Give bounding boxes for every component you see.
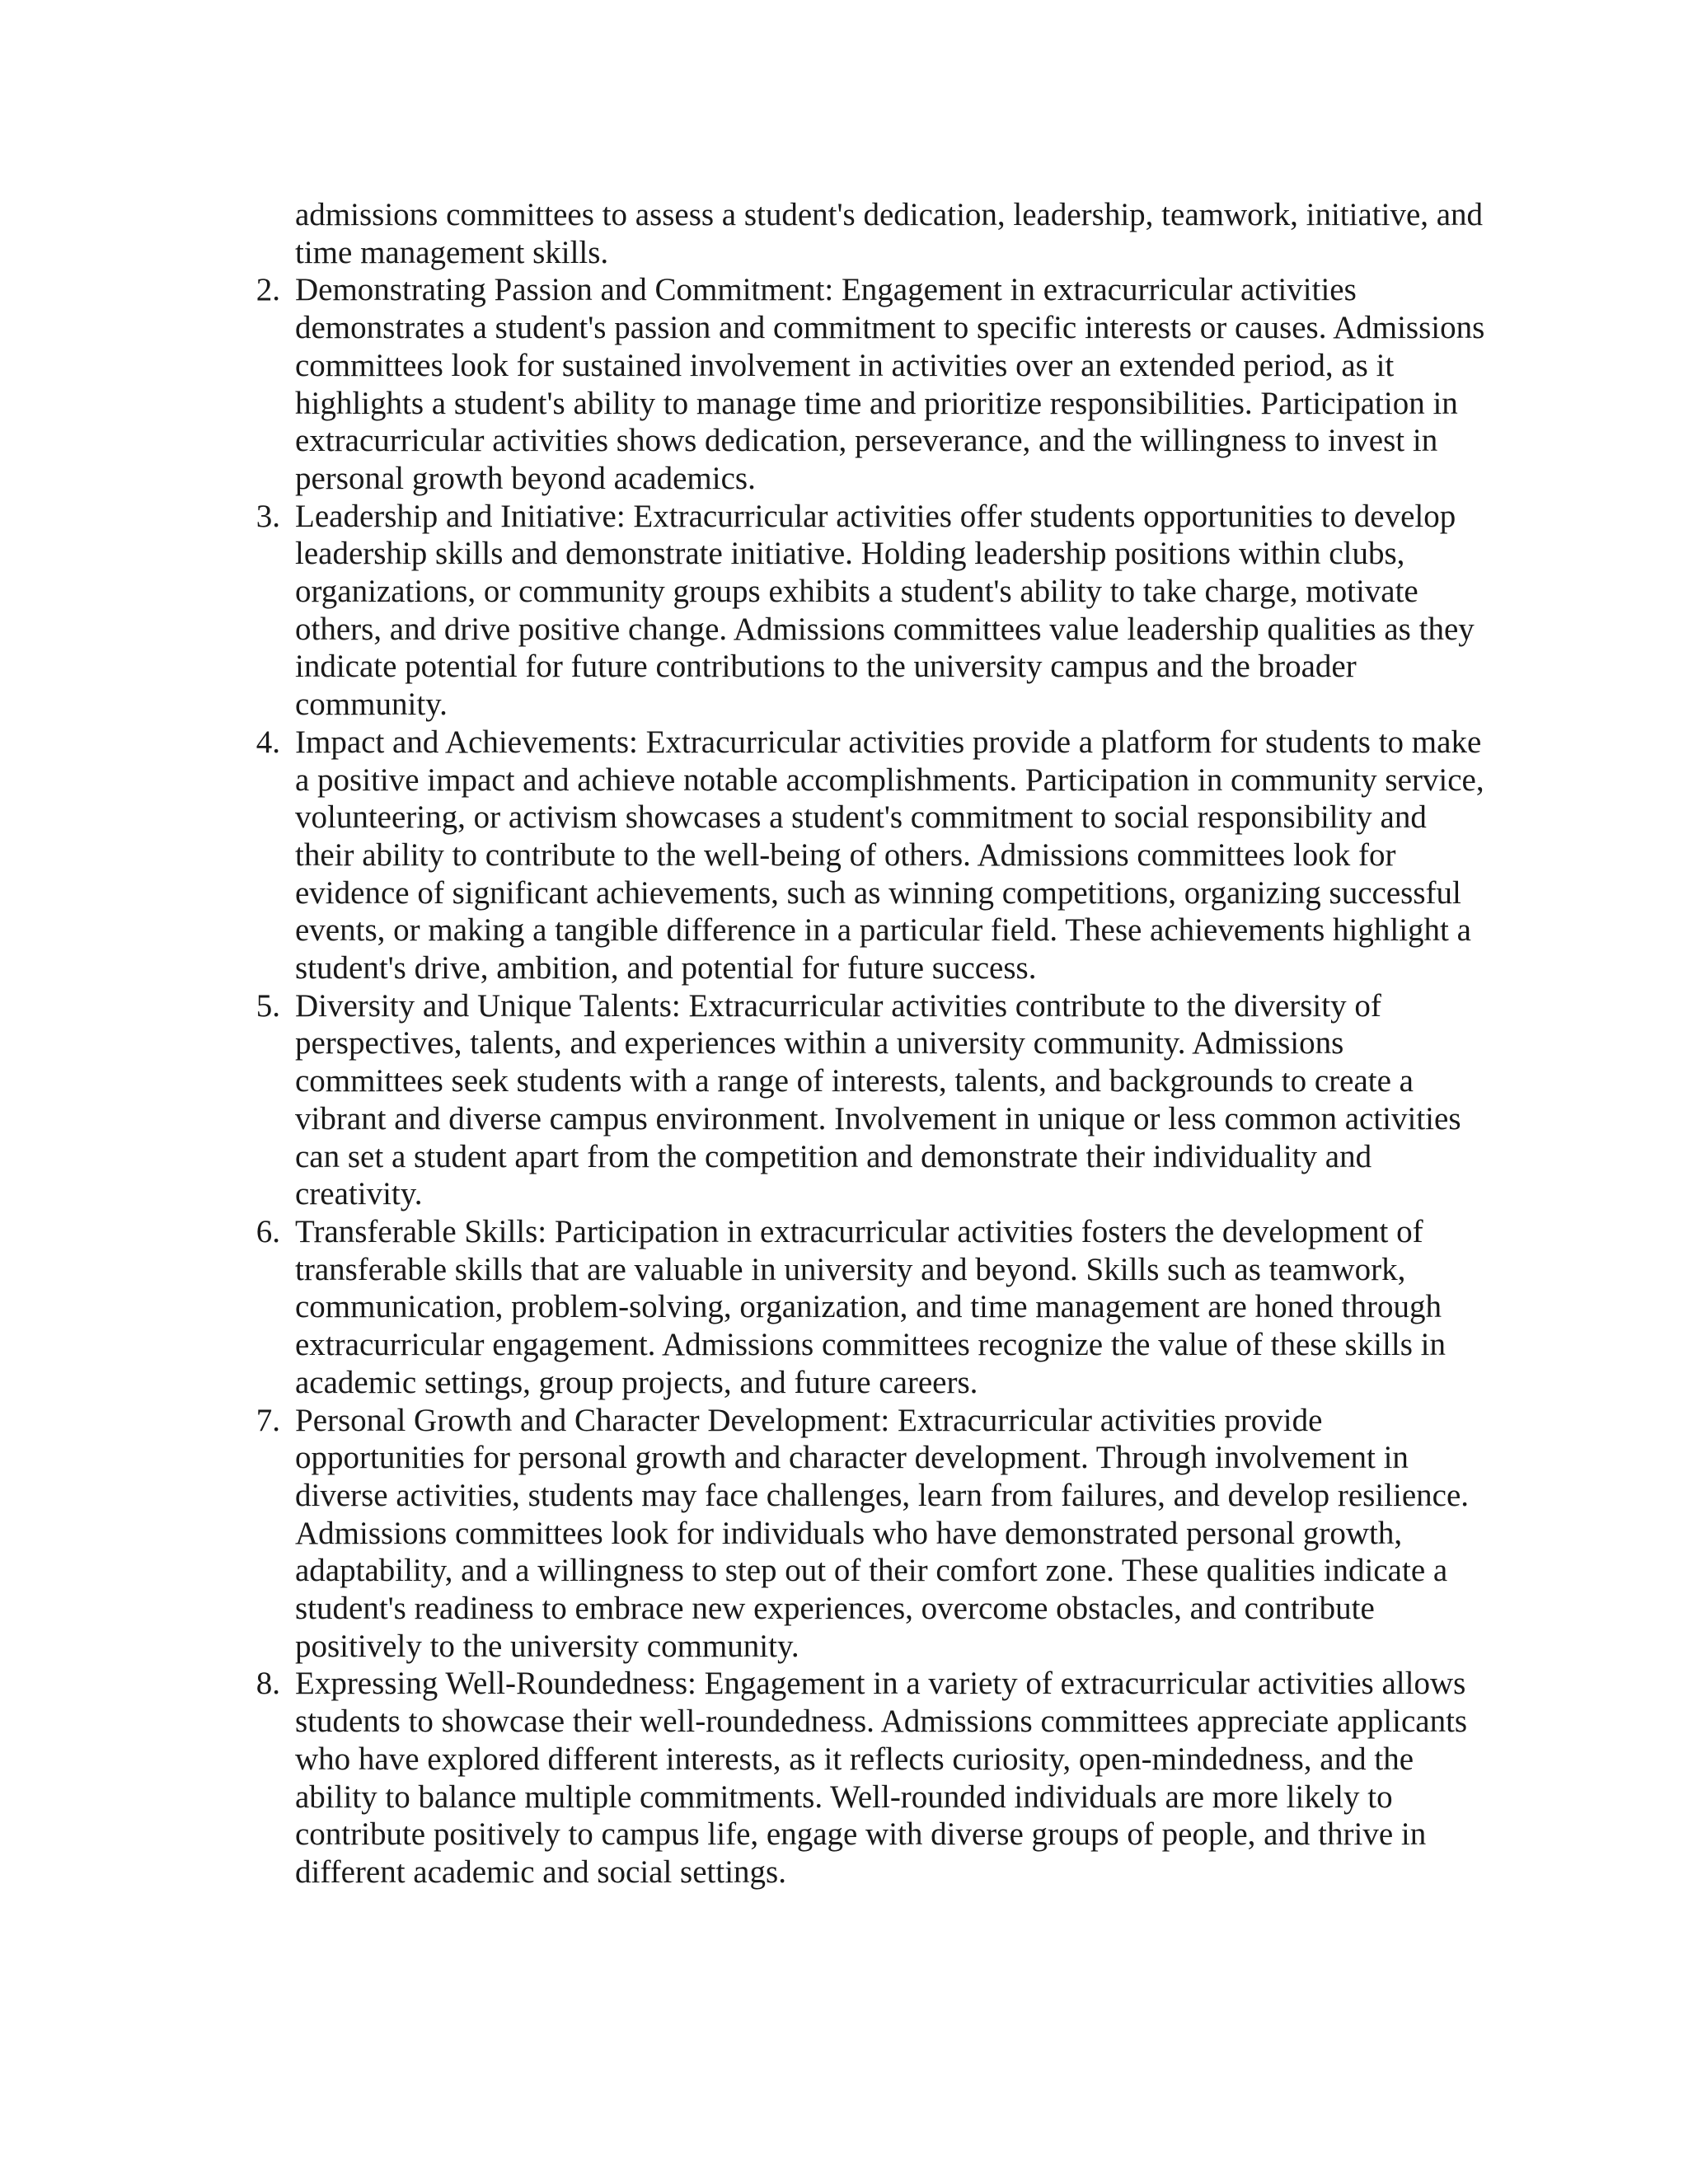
list-item-text: Expressing Well-Roundedness: Engagement in a variety of extracurricular activities allows students to showcase their well-roundedness. Admissions committees appreciate applicants who have explored different interests, as it reflects curiosity, open-mindedness, and the ability to balance multiple commitments. Well-rounded individuals are more likely to contribute positively to campus life, engage with diverse groups of people, and thrive in different academic and social settings. [295,1666,1468,1890]
list-item-number: 8. [256,1666,280,1702]
list-item-number: 6. [256,1213,280,1249]
numbered-list [241,196,1493,1891]
list-item-text: Leadership and Initiative: Extracurricular activities offer students opportunities to develop leadership skills and demonstrate initiative. Holding leadership positions within clubs, organizations, or community groups exhibits a student's ability to take charge, motivate others, and drive positive change. Admissions committees value leadership qualities as they indicate potential for future contributions to the university campus and the broader community. [295,498,1475,723]
list-item-8 [241,1665,1493,1891]
list-item-3 [241,498,1493,724]
list-item-text: Personal Growth and Character Development: Extracurricular activities provide opportunities for personal growth and character development. Through involvement in diverse activities, students may face challenges, learn from failures, and develop resilience. Admissions committees look for individuals who have demonstrated personal growth, adaptability, and a willingness to step out of their comfort zone. These qualities indicate a student's readiness to embrace new experiences, overcome obstacles, and contribute positively to the university community. [295,1402,1470,1664]
list-item-4 [241,724,1493,987]
list-item-6 [241,1213,1493,1402]
list-item-number: 3. [256,498,280,534]
list-item-continuation [241,196,1493,271]
list-item-number: 4. [256,724,280,760]
list-item-number: 5. [256,987,280,1024]
list-item-text: Impact and Achievements: Extracurricular activities provide a platform for students to make a positive impact and achieve notable accomplishments. Participation in community service, volunteering, or activism showcases a student's commitment to social responsibility and their ability to contribute to the well-being of others. Admissions committees look for evidence of significant achievements, such as winning competitions, organizing successful events, or making a tangible difference in a particular field. These achievements highlight a student's drive, ambition, and potential for future success. [295,724,1484,987]
list-item-text: admissions committees to assess a student's dedication, leadership, teamwork, initiative, and time management skills. [295,197,1484,270]
list-item-text: Transferable Skills: Participation in extracurricular activities fosters the development of transferable skills that are valuable in university and beyond. Skills such as teamwork, communication, problem-solving, organization, and time management are honed through extracurricular engagement. Admissions committees recognize the value of these skills in academic settings, group projects, and future careers. [295,1213,1446,1400]
list-item-7 [241,1402,1493,1666]
list-item-2 [241,271,1493,497]
list-item-text: Demonstrating Passion and Commitment: Engagement in extracurricular activities demonstrates a student's passion and commitment to specific interests or causes. Admissions committees look for sustained involvement in activities over an extended period, as it highlights a student's ability to manage time and prioritize responsibilities. Participation in extracurricular activities shows dedication, perseverance, and the willingness to invest in personal growth beyond academics. [295,272,1485,496]
list-item-text: Diversity and Unique Talents: Extracurricular activities contribute to the diversity of perspectives, talents, and experiences within a university community. Admissions committees seek students with a range of interests, talents, and backgrounds to create a vibrant and diverse campus environment. Involvement in unique or less common activities can set a student apart from the competition and demonstrate their individuality and creativity. [295,987,1461,1212]
list-item-5 [241,987,1493,1213]
list-item-number: 2. [256,272,280,308]
list-item-number: 7. [256,1402,280,1438]
